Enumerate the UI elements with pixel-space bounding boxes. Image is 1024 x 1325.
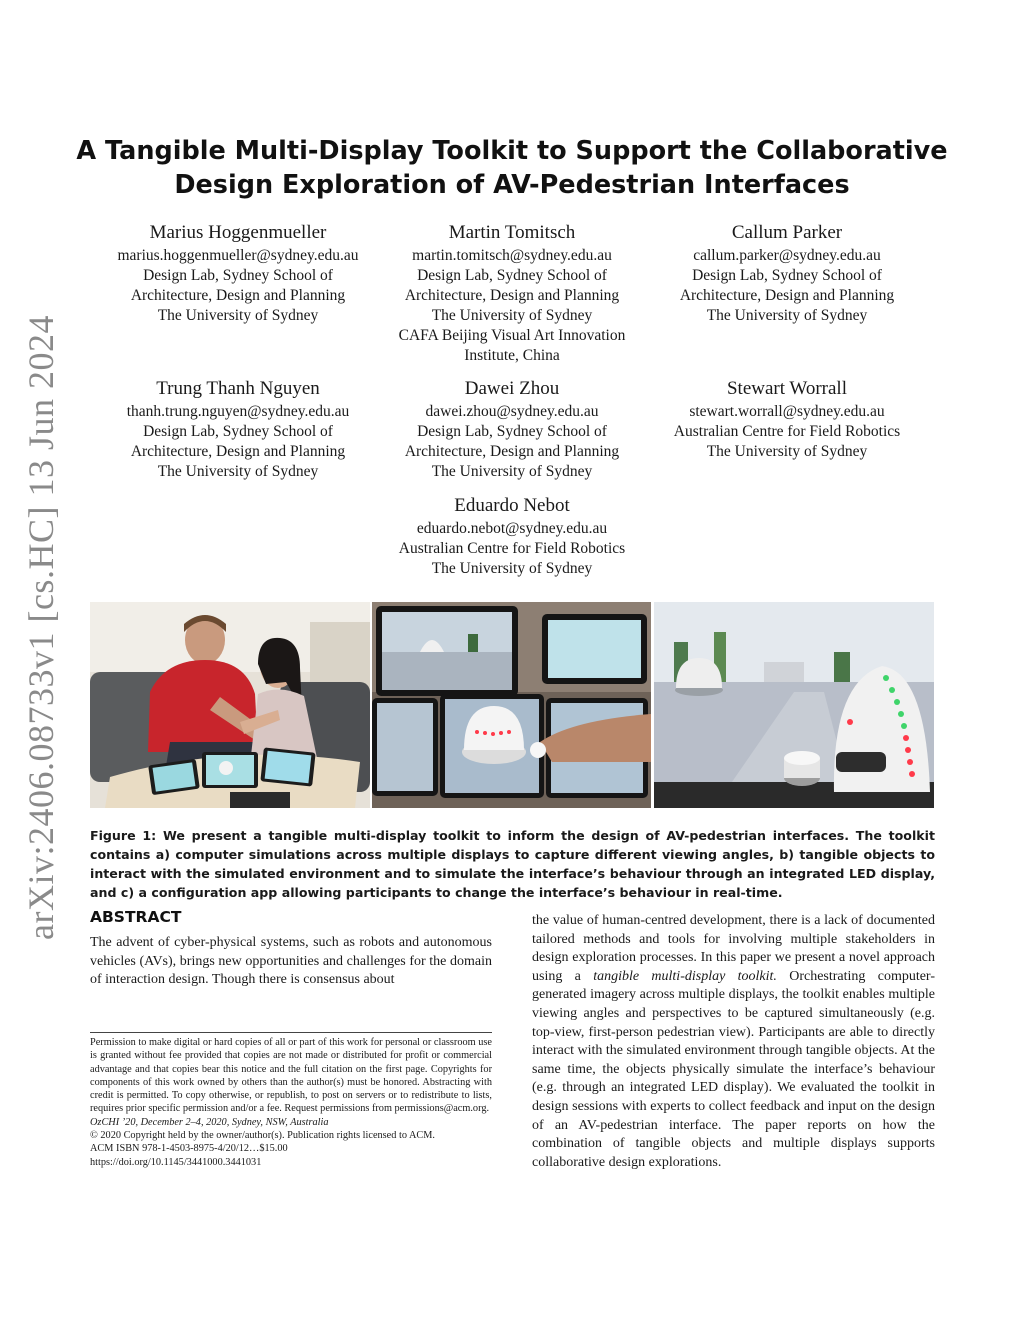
figure-panel-tangible-object [372, 602, 651, 808]
author-affiliation: The University of Sydney [431, 307, 593, 324]
author-block [637, 376, 937, 462]
figure-panel-people-with-tablets [90, 602, 370, 808]
author-affiliation: The University of Sydney [431, 560, 593, 577]
author-name: Trung Thanh Nguyen [156, 378, 320, 399]
abstract-emphasis: tangible multi-display toolkit. [593, 968, 777, 984]
copyright-notice: © 2020 Copyright held by the owner/author(s). Publication rights licensed to ACM. [90, 1130, 436, 1142]
paper-title [60, 134, 964, 202]
author-affiliation: Architecture, Design and Planning [130, 287, 346, 304]
author-affiliation: Architecture, Design and Planning [130, 443, 346, 460]
author-block [362, 220, 662, 366]
permission-notice: Permission to make digital or hard copies of all or part of this work for personal or classroom use is granted without fee provided that copies are not made or distributed for profit or commercial advantage and that copies bear this notice and the full citation on the first page. Copyrights for components of this work owned by others than the author(s) must be honored. Abstracting with credit is permitted. To copy otherwise, or republish, to post on servers or to redistribute to lists, requires prior specific permission and/or a fee. Request permissions from permissions@acm.org. [90, 1037, 492, 1115]
author-affiliation: The University of Sydney [706, 443, 868, 460]
isbn: ACM ISBN 978-1-4503-8975-4/20/12…$15.00 [90, 1143, 288, 1155]
abstract-text-left: The advent of cyber-physical systems, such as robots and autonomous vehicles (AVs), brings new opportunities and challenges for the domain of interaction design. Though there is consensus about [90, 935, 492, 988]
figure-caption: Figure 1: We present a tangible multi-display toolkit to inform the design of AV-pedestrian interfaces. The toolkit contains a) computer simulations across multiple displays to capture different viewing angles, b) tangible objects to interact with the simulated environment and to simulate the interface’s behaviour through an integrated LED display, and c) a configuration app allowing participants to change the interface’s behaviour in real-time. [90, 828, 935, 900]
author-affiliation: Design Lab, Sydney School of [143, 267, 333, 284]
copyright-footnote [90, 1036, 492, 1169]
footnote-divider [90, 1032, 492, 1033]
author-affiliation: Design Lab, Sydney School of [417, 423, 607, 440]
author-block [88, 220, 388, 326]
author-block [637, 220, 937, 326]
author-block [362, 493, 662, 579]
author-name: Callum Parker [731, 222, 843, 243]
author-affiliation: Australian Centre for Field Robotics [398, 540, 626, 557]
author-email[interactable]: martin.tomitsch@sydney.edu.au [412, 247, 612, 264]
author-affiliation: Architecture, Design and Planning [404, 443, 620, 460]
author-email[interactable]: callum.parker@sydney.edu.au [693, 247, 881, 264]
arxiv-identifier: arXiv:2406.08733v1 [cs.HC] 13 Jun 2024 [21, 315, 61, 940]
abstract-text-part: Orchestrating computer-generated imagery across multiple displays, the toolkit enables multiple viewing angles and perspectives to be captured simultaneously (e.g. top-view, first-person pedestrian view). Participants are able to directly interact with the simulated environment through tangible objects. At the same time, the objects physically simulate the interface’s behaviour (e.g. through an integrated LED display). We evaluated the toolkit in design sessions with experts to collect feedback and input on the design of an AV-pedestrian interface. The paper reports on how the combination of tangible objects and multiple displays supports collaborative design explorations. [532, 968, 935, 1170]
author-block [88, 376, 388, 482]
photo-tangible-object-on-tablets [372, 602, 651, 808]
title-line-1: A Tangible Multi-Display Toolkit to Support the Collaborative [76, 136, 948, 166]
photo-people-with-tablets [90, 602, 370, 808]
author-affiliation: Architecture, Design and Planning [404, 287, 620, 304]
author-affiliation: The University of Sydney [157, 307, 319, 324]
abstract-heading: ABSTRACT [90, 908, 182, 926]
author-email[interactable]: marius.hoggenmueller@sydney.edu.au [117, 247, 359, 264]
author-affiliation: Australian Centre for Field Robotics [673, 423, 901, 440]
author-affiliation: CAFA Beijing Visual Art Innovation [398, 327, 626, 344]
author-email[interactable]: eduardo.nebot@sydney.edu.au [416, 520, 608, 537]
figure-panel-configuration [654, 602, 934, 808]
author-name: Martin Tomitsch [448, 222, 576, 243]
abstract-text-right [532, 912, 935, 1172]
photo-av-dome-simulation [654, 602, 934, 808]
author-affiliation: The University of Sydney [157, 463, 319, 480]
author-affiliation: Institute, China [464, 347, 560, 364]
author-block [362, 376, 662, 482]
author-email[interactable]: thanh.trung.nguyen@sydney.edu.au [126, 403, 350, 420]
abstract-text-part: the value of human-centred development, there is a lack of documented tailored methods and tools for involving multiple stakeholders in design exploration processes. In this paper we present a novel approach using a [532, 913, 935, 984]
author-name: Marius Hoggenmueller [149, 222, 327, 243]
author-name: Eduardo Nebot [454, 495, 570, 516]
author-email[interactable]: dawei.zhou@sydney.edu.au [425, 403, 599, 420]
author-affiliation: The University of Sydney [431, 463, 593, 480]
author-affiliation: The University of Sydney [706, 307, 868, 324]
figure-1 [90, 602, 934, 808]
author-name: Stewart Worrall [726, 378, 847, 399]
author-affiliation: Design Lab, Sydney School of [417, 267, 607, 284]
author-affiliation: Architecture, Design and Planning [679, 287, 895, 304]
doi-link[interactable]: https://doi.org/10.1145/3441000.3441031 [90, 1156, 262, 1168]
author-name: Dawei Zhou [464, 378, 560, 399]
author-affiliation: Design Lab, Sydney School of [692, 267, 882, 284]
author-email[interactable]: stewart.worrall@sydney.edu.au [689, 403, 885, 420]
author-affiliation: Design Lab, Sydney School of [143, 423, 333, 440]
venue-info: OzCHI ’20, December 2–4, 2020, Sydney, NSW, Australia [90, 1116, 329, 1128]
title-line-2: Design Exploration of AV-Pedestrian Interfaces [174, 170, 850, 200]
